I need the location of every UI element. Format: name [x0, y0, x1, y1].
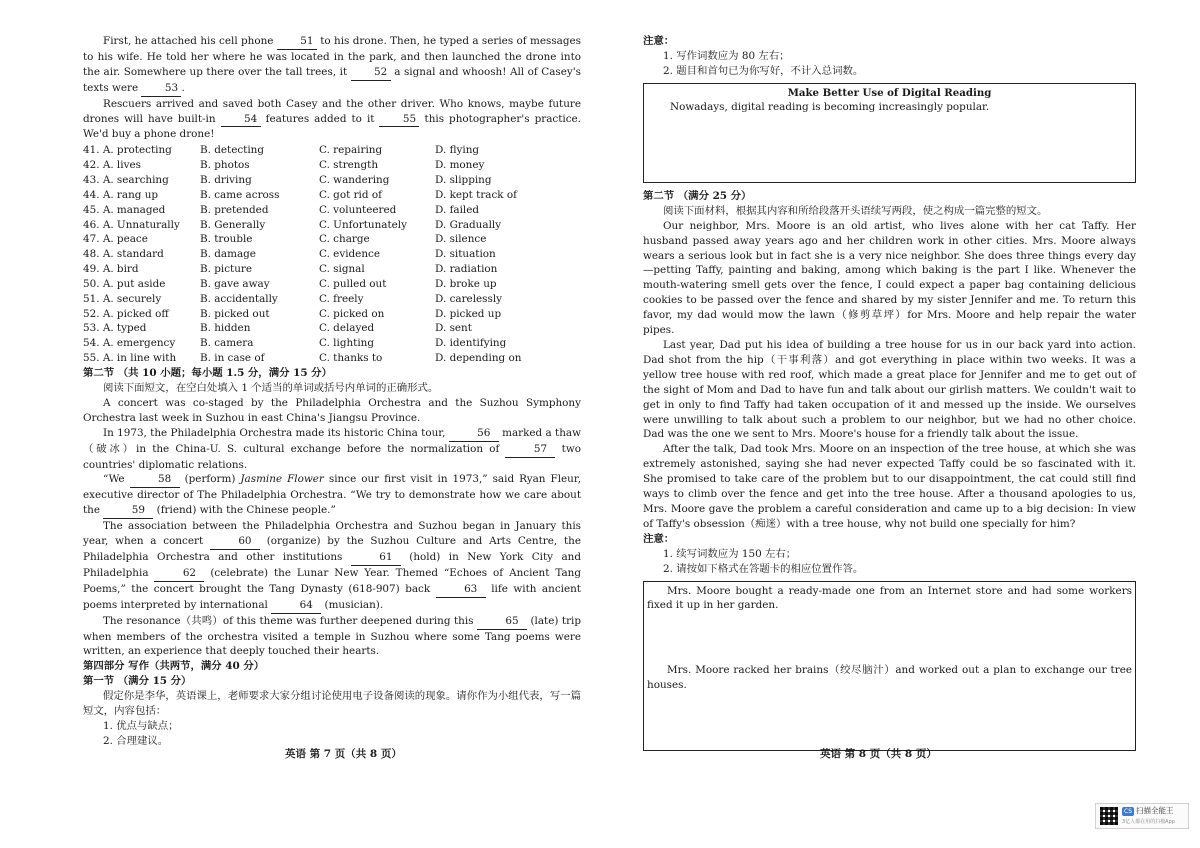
option-cell: B. camera [200, 337, 254, 350]
option-cell: 55. A. in line with [83, 352, 177, 365]
option-cell: B. picked out [200, 307, 270, 320]
requirement-2: 2. 合理建议。 [103, 735, 169, 748]
cloze-text: (perform) [184, 473, 236, 486]
option-cell: C. delayed [319, 322, 375, 335]
essay-first-line: Nowadays, digital reading is becoming increasingly popular. [670, 100, 990, 113]
blank-52: 52 [351, 65, 391, 81]
option-cell: D. carelessly [435, 292, 503, 305]
option-cell: D. slipping [435, 174, 492, 187]
answer-paragraph-2-start: Mrs. Moore racked her brains（绞尽脑汁）and worked out a plan to exchange our tree houses. [647, 664, 1132, 692]
cloze-text: marked a thaw（破冰）in the China-U. S. cultural exchange before the normalization of [83, 426, 581, 455]
option-cell: C. got rid of [319, 188, 382, 201]
option-cell: B. pretended [200, 203, 269, 216]
option-cell: D. failed [435, 203, 480, 216]
section2-instructions: 阅读下面短文，在空白处填入 1 个适当的单词或括号内单词的正确形式。 [103, 382, 439, 394]
option-cell: C. pulled out [319, 277, 387, 290]
passage-paragraph-2 [83, 97, 581, 143]
scanner-logo-icon: CS [1124, 807, 1132, 815]
option-cell: 54. A. emergency [83, 337, 176, 350]
blank-61: 61 [351, 550, 401, 566]
option-cell: C. Unfortunately [319, 218, 407, 231]
option-cell: B. in case of [200, 352, 265, 365]
option-row [83, 232, 581, 247]
cloze-paragraph-5 [83, 614, 581, 660]
option-cell: C. evidence [319, 248, 380, 261]
option-cell: B. detecting [200, 144, 265, 157]
option-cell: D. money [435, 159, 485, 172]
option-cell: B. picture [200, 263, 253, 276]
blank-62: 62 [154, 566, 204, 582]
option-cell: B. damage [200, 248, 256, 261]
option-row [83, 143, 581, 158]
cloze-paragraph-4 [83, 519, 581, 613]
writing-box [643, 83, 1136, 183]
blank-64: 64 [271, 598, 321, 614]
cloze-text: The resonance（共鸣）of this theme was further deepened during this [103, 614, 474, 627]
section2-instructions: 阅读下面材料，根据其内容和所给段落开头语续写两段，使之构成一篇完整的短文。 [663, 204, 1048, 217]
option-cell: C. freely [319, 292, 364, 305]
option-cell: C. thanks to [319, 352, 383, 365]
option-cell: D. identifying [435, 337, 507, 350]
option-row [83, 203, 581, 218]
scanner-watermark [1095, 803, 1189, 829]
option-row [83, 336, 581, 351]
cloze-text: (celebrate) the Lunar New Year. Themed “Echoes of Ancient Tang Poems,” the concert brought the Tang Dynasty (618-907) back [83, 566, 581, 595]
blank-54: 54 [221, 112, 261, 128]
option-cell: B. came across [200, 188, 280, 201]
option-row [83, 218, 581, 233]
option-cell: 42. A. lives [83, 159, 141, 172]
cloze-text: two countries' diplomatic relations. [83, 442, 581, 471]
passage-text: features added to it [265, 112, 375, 125]
cloze-text: (hold) in New York City and Philadelphia [83, 550, 582, 579]
option-cell: B. gave away [200, 277, 270, 290]
option-cell: C. repairing [319, 144, 383, 157]
option-row [83, 321, 581, 336]
cloze-text: (organize) by the Suzhou Culture and Arts Centre, the Philadelphia Orchestra and other institutions [83, 535, 581, 563]
left-page [83, 34, 581, 749]
option-row [83, 262, 581, 277]
options-table [83, 143, 581, 366]
option-cell: 49. A. bird [83, 263, 139, 276]
option-cell: B. driving [200, 174, 252, 187]
option-row [83, 307, 581, 322]
option-row [83, 351, 581, 366]
option-cell: C. picked on [319, 307, 385, 320]
cloze-paragraph-2 [83, 426, 581, 473]
notice2-title: 注意： [643, 532, 675, 545]
cloze-text: In 1973, the Philadelphia Orchestra made its historic China tour, [103, 426, 446, 439]
story-paragraph-2: Last year, Dad put his idea of building a tree house for us in our back yard into action. Dad shot from the hip（干事利落）and got everything in place within two weeks. It was a yellow tree house with red roof, which made a great place for Jennifer and me to get out of the sight of Mom and Dad to have fun and talk about our girlish matters. We couldn't wait to get in only to find Taffy had taken occupation of it and messed up the inside. We ourselves were unwilling to talk about such a problem to our neighbor, but we had no other choice. Dad was the one we sent to Mrs. Moore's house for a friendly talk about the issue. [643, 338, 1136, 441]
option-row [83, 247, 581, 262]
option-row [83, 158, 581, 173]
notice-title: 注意： [643, 35, 675, 47]
part4-section1-title: 第一节 （满分 15 分） [83, 675, 192, 688]
cloze-text: (friend) with the Chinese people.” [156, 504, 336, 517]
option-cell: 45. A. managed [83, 203, 166, 216]
blank-53: 53 [141, 81, 181, 97]
passage-text: a signal and whoosh! All of Casey's texts were [83, 65, 581, 94]
scanner-text [1122, 806, 1175, 827]
option-cell: B. trouble [200, 233, 253, 246]
right-page [643, 34, 1136, 751]
option-cell: D. Gradually [435, 218, 502, 231]
option-cell: 41. A. protecting [83, 144, 172, 157]
passage-text: First, he attached his cell phone [103, 35, 274, 47]
option-cell: D. broke up [435, 277, 497, 290]
option-cell: 51. A. securely [83, 292, 162, 305]
blank-57: 57 [505, 442, 555, 458]
blank-58: 58 [130, 472, 180, 488]
passage-text: Rescuers arrived and saved both Casey and the other driver. Who knows, maybe future drones will have built-in [83, 97, 581, 125]
blank-55: 55 [379, 112, 419, 128]
option-cell: B. accidentally [200, 292, 278, 305]
option-cell: 44. A. rang up [83, 188, 159, 201]
blank-65: 65 [477, 614, 527, 630]
notice-item-1: 1. 写作词数应为 80 左右； [663, 50, 790, 62]
cloze-text: (musician). [324, 598, 384, 611]
passage-paragraph-1 [83, 34, 581, 97]
page-7-footer: 英语 第 7 页（共 8 页） [285, 748, 402, 760]
option-cell: C. lighting [319, 337, 375, 350]
option-cell: D. kept track of [435, 188, 517, 201]
option-cell: 52. A. picked off [83, 307, 169, 320]
option-cell: C. strength [319, 159, 379, 172]
scanner-label: 扫描全能王 [1136, 805, 1174, 815]
passage-text: to his drone. Then, he typed a series of messages to his wife. He told her where he was located in the park, and then launched the drone into the air. Somewhere up there over the tall trees, it [83, 35, 581, 78]
cloze-text: life with ancient poems interpreted by international [83, 582, 581, 611]
part4-section1-instructions: 假定你是李华，英语课上，老师要求大家分组讨论使用电子设备阅读的现象。请你作为小组代表，写一篇短文，内容包括： [83, 690, 581, 718]
option-row [83, 173, 581, 188]
answer-box [643, 581, 1136, 751]
option-cell: 43. A. searching [83, 174, 169, 187]
blank-63: 63 [436, 582, 486, 598]
cloze-paragraph-1: A concert was co-staged by the Philadelphia Orchestra and the Suzhou Symphony Orchestra last week in Suzhou in east China's Jiangsu Province. [83, 396, 581, 424]
option-cell: D. situation [435, 248, 496, 261]
option-cell: C. charge [319, 233, 370, 246]
option-cell: C. volunteered [319, 203, 397, 216]
option-cell: C. wandering [319, 174, 390, 187]
option-cell: C. signal [319, 263, 365, 276]
story-paragraph-3: After the talk, Dad took Mrs. Moore on an inspection of the tree house, at which she was extremely astonished, saying she had never expected Taffy could be so fascinated with it. She promised to take care of the problem but to our disappointment, the cat could still find ways to climb over the fence and get into the tree house. After a thousand apologies to us, Mrs. Moore gave the problem a careful consideration and came up to a big decision: In view of Taffy's obsession（痴迷）with a tree house, why not build one specially for him? [643, 443, 1136, 530]
option-cell: 53. A. typed [83, 322, 147, 335]
notice-item-2: 2. 题目和首句已为你写好，不计入总词数。 [663, 64, 864, 77]
option-cell: D. flying [435, 144, 480, 157]
requirement-1: 1. 优点与缺点； [103, 720, 179, 733]
essay-title: Make Better Use of Digital Reading [787, 86, 992, 99]
option-cell: D. silence [435, 233, 487, 246]
blank-51: 51 [277, 34, 317, 50]
cloze-text: The association between the Philadelphia Orchestra and Suzhou began in January this year, when a concert [83, 520, 581, 548]
option-row [83, 292, 581, 307]
story-paragraph-1: Our neighbor, Mrs. Moore is an old artist, who lives alone with her cat Taffy. Her husband passed away years ago and her children work in other cities. Mrs. Moore always wears a serious look but in fact she is a very nice neighbor. She does three things every day—petting Taffy, painting and baking, among which baking is the part I like. Whenever the mouth-watering smell gets over the fence, I could expect a paper bag containing delicious cookies to be passed over the fence and shared by my sister Jennifer and me. To return this favor, my dad would mow the lawn（修剪草坪）for Mrs. Moore and help repair the water pipes. [643, 219, 1136, 337]
passage-text: this photographer's practice. We'd buy a phone drone! [83, 112, 581, 141]
cloze-text: since our first visit in 1973,” said Ryan Fleur, executive director of The Philadelphia Orchestra. “We try to demonstrate how we care about the [83, 473, 581, 517]
notice2-item-1: 1. 续写词数应为 150 左右； [663, 547, 797, 560]
section2-title: 第二节 （满分 25 分） [643, 189, 752, 202]
cloze-text: (late) trip when members of the orchestra visited a temple in Suzhou where some Tang poems were written, an experience that deeply touched their hearts. [83, 614, 582, 658]
option-cell: D. picked up [435, 307, 502, 320]
page-8-footer: 英语 第 8 页（共 8 页） [820, 748, 937, 760]
section2-title: 第二节 （共 10 小题；每小题 1.5 分，满分 15 分） [83, 367, 332, 379]
scanner-sub: 3亿人都在用的扫描App [1122, 818, 1175, 825]
option-cell: 46. A. Unnaturally [83, 218, 180, 231]
blank-60: 60 [210, 534, 260, 550]
cloze-text: “We [103, 473, 125, 486]
blank-59: 59 [103, 503, 153, 519]
blank-56: 56 [449, 426, 499, 442]
option-cell: D. sent [435, 322, 472, 335]
option-cell: B. Generally [200, 218, 266, 231]
option-cell: 48. A. standard [83, 248, 164, 261]
option-row [83, 188, 581, 203]
qr-code-icon [1100, 807, 1118, 825]
option-cell: B. photos [200, 159, 250, 172]
song-title: Jasmine Flower [240, 473, 324, 486]
part4-title: 第四部分 写作（共两节，满分 40 分） [83, 660, 265, 673]
option-cell: D. radiation [435, 263, 498, 276]
passage-text: . [181, 81, 185, 94]
option-cell: D. depending on [435, 352, 522, 365]
option-cell: B. hidden [200, 322, 251, 335]
answer-paragraph-1-start: Mrs. Moore bought a ready-made one from an Internet store and had some workers fixed it up in her garden. [647, 584, 1132, 612]
option-row [83, 277, 581, 292]
option-cell: 50. A. put aside [83, 277, 166, 290]
option-cell: 47. A. peace [83, 233, 148, 246]
notice2-item-2: 2. 请按如下格式在答题卡的相应位置作答。 [663, 562, 864, 575]
cloze-paragraph-3 [83, 472, 581, 519]
